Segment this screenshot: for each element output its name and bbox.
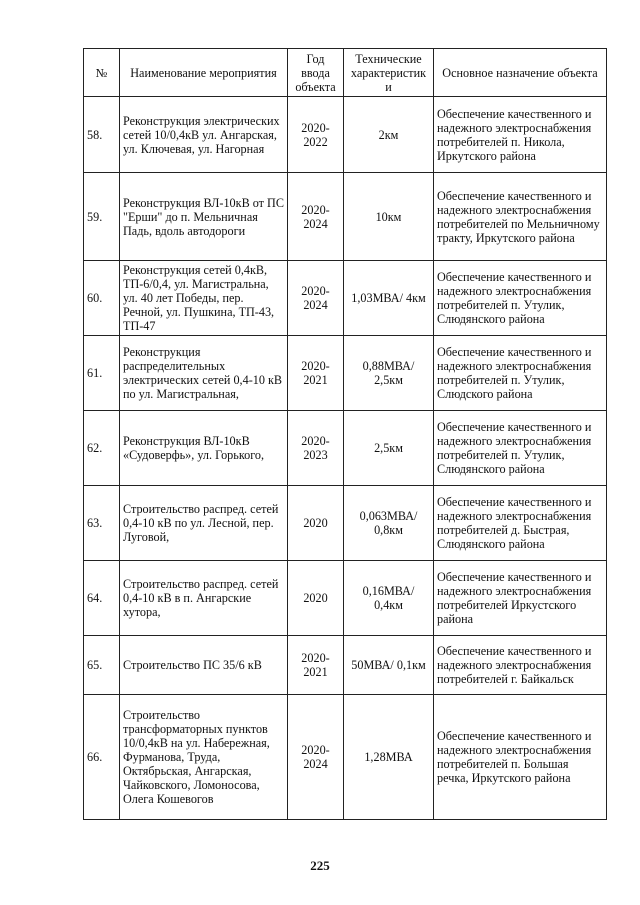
page-number: 225 [310, 858, 330, 873]
row-spec: 0,16МВА/ 0,4км [344, 561, 434, 636]
row-num: 63. [84, 486, 120, 561]
row-year: 2020-2021 [288, 336, 344, 411]
row-year: 2020 [288, 561, 344, 636]
row-num: 61. [84, 336, 120, 411]
header-num: № [84, 49, 120, 97]
row-purpose: Обеспечение качественного и надежного электроснабжения потребителей по Мельничному тракту, Иркутского района [434, 173, 607, 261]
row-num: 59. [84, 173, 120, 261]
row-name: Реконструкция ВЛ-10кВ от ПС "Ерши" до п. Мельничная Падь, вдоль автодороги [120, 173, 288, 261]
table-row [84, 695, 607, 820]
header-year: Год ввода объекта [288, 49, 344, 97]
row-purpose: Обеспечение качественного и надежного электроснабжения потребителей г. Байкальск [434, 636, 607, 695]
header-name: Наименование мероприятия [120, 49, 288, 97]
row-purpose: Обеспечение качественного и надежного электроснабжения потребителей п. Никола, Иркутского района [434, 97, 607, 173]
table-row [84, 411, 607, 486]
table-row [84, 97, 607, 173]
row-spec: 10км [344, 173, 434, 261]
row-num: 66. [84, 695, 120, 820]
table-row [84, 173, 607, 261]
table-row [84, 336, 607, 411]
row-year: 2020-2023 [288, 411, 344, 486]
row-name: Реконструкция электрических сетей 10/0,4кВ ул. Ангарская, ул. Ключевая, ул. Нагорная [120, 97, 288, 173]
row-spec: 1,03МВА/ 4км [344, 261, 434, 336]
row-spec: 0,063МВА/ 0,8км [344, 486, 434, 561]
header-spec: Технические характеристик и [344, 49, 434, 97]
row-spec: 2км [344, 97, 434, 173]
row-year: 2020-2021 [288, 636, 344, 695]
row-name: Строительство распред. сетей 0,4-10 кВ по ул. Лесной, пер. Луговой, [120, 486, 288, 561]
row-purpose: Обеспечение качественного и надежного электроснабжения потребителей Иркустского района [434, 561, 607, 636]
row-name: Строительство трансформаторных пунктов 10/0,4кВ на ул. Набережная, Фурманова, Труда, Октябрьская, Ангарская, Чайковского, Ломоносова, Олега Кошевогов [120, 695, 288, 820]
measures-table [83, 48, 607, 820]
row-name: Реконструкция ВЛ-10кВ «Судоверфь», ул. Горького, [120, 411, 288, 486]
table-row [84, 486, 607, 561]
table-row [84, 636, 607, 695]
row-spec: 50МВА/ 0,1км [344, 636, 434, 695]
row-num: 65. [84, 636, 120, 695]
row-purpose: Обеспечение качественного и надежного электроснабжения потребителей п. Утулик, Слюдянского района [434, 411, 607, 486]
row-name: Реконструкция сетей 0,4кВ, ТП-6/0,4, ул. Магистральна, ул. 40 лет Победы, пер. Речной, ул. Пушкина, ТП-43, ТП-47 [120, 261, 288, 336]
row-purpose: Обеспечение качественного и надежного электроснабжения потребителей д. Быстрая, Слюдянского района [434, 486, 607, 561]
row-purpose: Обеспечение качественного и надежного электроснабжения потребителей п. Утулик, Слюдского района [434, 336, 607, 411]
row-year: 2020 [288, 486, 344, 561]
row-name: Строительство распред. сетей 0,4-10 кВ в п. Ангарские хутора, [120, 561, 288, 636]
header-purpose: Основное назначение объекта [434, 49, 607, 97]
table-row [84, 261, 607, 336]
table-row [84, 561, 607, 636]
row-name: Строительство ПС 35/6 кВ [120, 636, 288, 695]
row-num: 60. [84, 261, 120, 336]
row-year: 2020-2024 [288, 261, 344, 336]
row-year: 2020-2024 [288, 695, 344, 820]
row-name: Реконструкция распределительных электрических сетей 0,4-10 кВ по ул. Магистральная, [120, 336, 288, 411]
row-num: 58. [84, 97, 120, 173]
row-purpose: Обеспечение качественного и надежного электроснабжения потребителей п. Утулик, Слюдянского района [434, 261, 607, 336]
row-num: 64. [84, 561, 120, 636]
row-num: 62. [84, 411, 120, 486]
row-year: 2020-2022 [288, 97, 344, 173]
row-spec: 2,5км [344, 411, 434, 486]
row-purpose: Обеспечение качественного и надежного электроснабжения потребителей п. Большая речка, Иркутского района [434, 695, 607, 820]
table-header-row [84, 49, 607, 97]
row-spec: 0,88МВА/ 2,5км [344, 336, 434, 411]
row-spec: 1,28МВА [344, 695, 434, 820]
row-year: 2020-2024 [288, 173, 344, 261]
